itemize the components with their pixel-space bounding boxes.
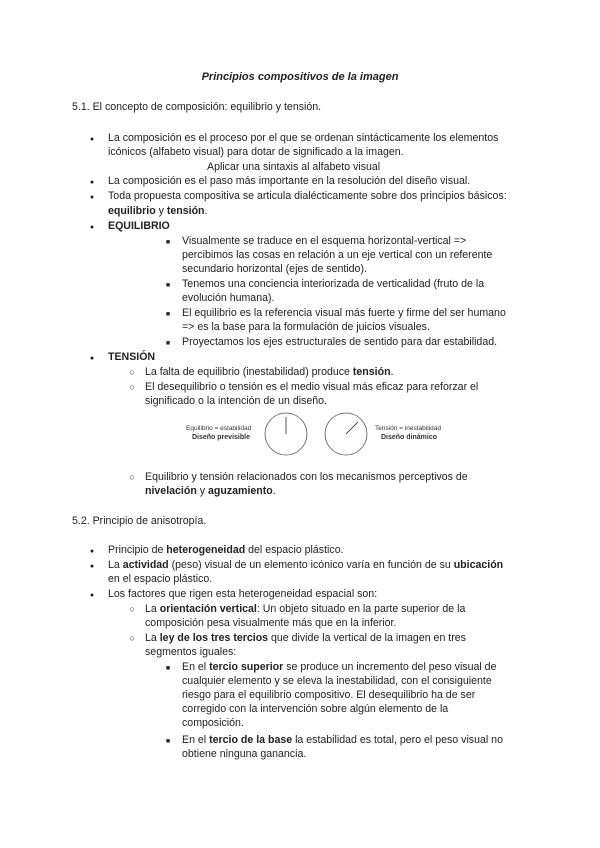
bold-term: Diseño previsible <box>192 434 250 441</box>
text-span: La <box>145 603 160 615</box>
list-item-line: => es la base para la formulación de juicios visuales. <box>182 321 430 333</box>
list-item-line: cualquier elemento y se eleva la inestabilidad, con el consiguiente <box>182 675 492 687</box>
bold-term: heterogeneidad <box>166 544 246 556</box>
figure-label-right-2 <box>381 434 437 442</box>
square-bullet-icon <box>162 306 174 322</box>
list-item-line: percibimos las cosas en relación a un eje vertical con un referente <box>182 249 493 261</box>
paragraph-line <box>108 204 207 218</box>
square-bullet-icon <box>162 335 174 351</box>
list-item-line: Equilibrio y tensión relacionados con los mecanismos perceptivos de <box>145 471 468 483</box>
hollow-bullet-icon <box>126 602 138 616</box>
list-item-line: obtiene ninguna ganancia. <box>182 748 307 760</box>
paragraph-line: La composición es el proceso por el que se ordenan sintácticamente los elementos <box>108 132 499 144</box>
list-item-line <box>145 602 465 616</box>
list-item-line: riesgo para el equilibrio compositivo. El desequilibrio ha de ser <box>182 689 476 701</box>
paragraph-line: Los factores que rigen esta heterogeneidad espacial son: <box>108 588 378 600</box>
hollow-bullet-icon <box>126 470 138 484</box>
text-span: La <box>145 632 160 644</box>
list-item-line: El equilibrio es la referencia visual más fuerte y firme del ser humano <box>182 307 506 319</box>
text-span: se produce un incremento del peso visual de <box>283 661 497 673</box>
bold-term: tensión <box>352 366 391 378</box>
text-span: . <box>204 205 208 217</box>
bullet-icon <box>86 543 98 559</box>
square-bullet-icon <box>162 234 174 250</box>
text-span: Principio de <box>108 544 167 556</box>
hollow-bullet-icon <box>126 365 138 379</box>
bold-term: nivelación <box>145 485 197 497</box>
bold-term: Diseño dinámico <box>381 434 438 441</box>
paragraph-line <box>108 543 344 557</box>
list-item-line <box>145 365 394 379</box>
bold-term: ley de los tres tercios <box>159 632 269 644</box>
bullet-icon <box>86 350 98 366</box>
text-span: la estabilidad es total, pero el peso visual no <box>292 734 503 746</box>
text-span: . <box>272 485 276 497</box>
list-item-line: secundario horizontal (ejes de sentido). <box>182 263 367 275</box>
bullet-icon <box>86 131 98 147</box>
square-bullet-icon <box>162 733 174 749</box>
bullet-icon <box>86 558 98 574</box>
list-item-line <box>145 631 466 645</box>
paragraph-line: icónicos (alfabeto visual) para dotar de significado a la imagen. <box>108 146 404 158</box>
figure-label-left-1: Equilibrio = estabilidad <box>186 425 252 432</box>
bold-term: tensión <box>166 205 205 217</box>
text-span: La <box>108 559 123 571</box>
text-span: y <box>196 485 208 497</box>
text-span: del espacio plástico. <box>245 544 344 556</box>
bold-term: orientación vertical <box>159 603 257 615</box>
list-item-line <box>182 733 503 747</box>
paragraph-line: en el espacio plástico. <box>108 573 213 585</box>
list-item-line: corregido con la intervención sobre algún elemento de la <box>182 703 449 715</box>
paragraph-line: La composición es el paso más importante en la resolución del diseño visual. <box>108 175 471 187</box>
list-item-line: El desequilibrio o tensión es el medio visual más eficaz para reforzar el <box>145 381 479 393</box>
list-item-line: composición. <box>182 717 244 729</box>
page-title: Principios compositivos de la imagen <box>201 71 399 83</box>
subheading-tension: TENSIÓN <box>108 351 156 363</box>
tension-axis-line <box>346 422 358 434</box>
text-span: : Un objeto situado en la parte superior de la <box>256 603 466 615</box>
list-item-line: Proyectamos los ejes estructurales de sentido para dar estabilidad. <box>182 336 498 348</box>
list-item-line: significado o la intención de un diseño. <box>145 395 327 407</box>
bullet-icon <box>86 189 98 205</box>
list-item-line <box>182 660 496 674</box>
text-span: . <box>390 366 394 378</box>
list-item-line: Visualmente se traduce en el esquema horizontal-vertical => <box>182 235 467 247</box>
text-span: En el <box>182 661 210 673</box>
square-bullet-icon <box>162 277 174 293</box>
square-bullet-icon <box>162 660 174 676</box>
bold-term: ubicación <box>453 559 504 571</box>
section-heading-5-2: 5.2. Principio de anisotropía. <box>72 515 207 527</box>
bold-term: equilibrio <box>108 205 156 217</box>
paragraph-line <box>108 558 503 572</box>
hollow-bullet-icon <box>126 631 138 645</box>
bullet-icon <box>86 219 98 235</box>
bullet-icon <box>86 174 98 190</box>
list-item-line: segmentos iguales: <box>145 646 237 658</box>
bold-term: tercio superior <box>209 661 284 673</box>
bullet-icon <box>86 587 98 603</box>
subheading-equilibrio: EQUILIBRIO <box>108 220 170 232</box>
paragraph-line: Toda propuesta compositiva se articula dialécticamente sobre dos principios básicos: <box>108 190 507 202</box>
figure-label-right-1: Tensión = inestabilidad <box>375 425 441 432</box>
list-item-line: composición pesa visualmente más que en la inferior. <box>145 617 397 629</box>
text-span: La falta de equilibrio (inestabilidad) produce <box>145 366 353 378</box>
bold-term: aguzamiento <box>208 485 273 497</box>
text-span: (peso) visual de un elemento icónico varía en función de su <box>168 559 454 571</box>
bold-term: tercio de la base <box>209 734 293 746</box>
bold-term: actividad <box>122 559 169 571</box>
figure-label-left-2 <box>192 434 250 442</box>
centered-note: Aplicar una sintaxis al alfabeto visual <box>207 161 381 173</box>
text-span: En el <box>182 734 210 746</box>
text-span: y <box>155 205 167 217</box>
list-item-line <box>145 484 276 498</box>
list-item-line: Tenemos una conciencia interiorizada de verticalidad (fruto de la <box>182 278 485 290</box>
hollow-bullet-icon <box>126 380 138 394</box>
list-item-line: evolución humana). <box>182 292 275 304</box>
section-heading-5-1: 5.1. El concepto de composición: equilibrio y tensión. <box>72 101 322 113</box>
text-span: que divide la vertical de la imagen en tres <box>268 632 466 644</box>
